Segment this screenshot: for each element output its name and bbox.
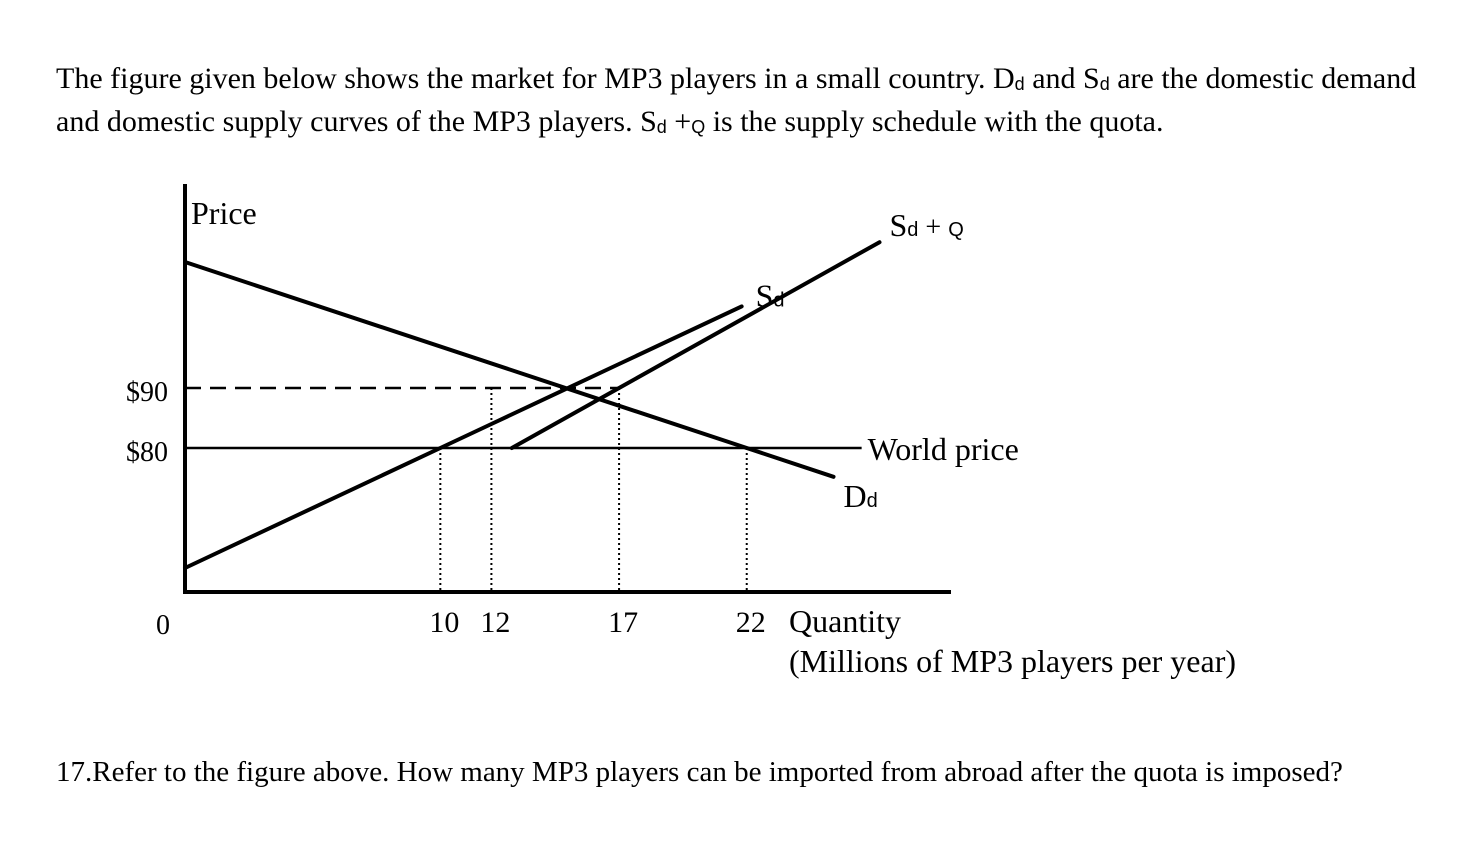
- curve-label-2: Sd + Q: [889, 207, 964, 244]
- curve-label-1: Sd: [755, 277, 785, 314]
- origin-label: 0: [156, 610, 170, 641]
- x-tick-label-1: 12: [480, 606, 511, 639]
- question-text: 17.Refer to the figure above. How many MP3 players can be imported from abroad after the quota is imposed?: [56, 756, 1343, 788]
- y-tick-label-1: $80: [126, 437, 168, 468]
- curve-sd: [185, 306, 742, 568]
- curve-dd: [185, 262, 834, 477]
- x-axis-title: Quantity: [789, 603, 901, 639]
- world-price-label: World price: [867, 431, 1019, 467]
- x-tick-label-2: 17: [608, 606, 639, 639]
- y-axis-title: Price: [191, 195, 257, 231]
- x-tick-label-0: 10: [429, 606, 460, 639]
- curve-label-3: Dd: [843, 477, 878, 514]
- intro-text: The figure given below shows the market for MP3 players in a small country. $D_d$ and $S_d$ are the domestic demand and domestic supply curves of the MP3 players. $S_d +_Q$ is the supply schedule with the quota.: [56, 62, 1417, 138]
- x-axis-subtitle: (Millions of MP3 players per year): [789, 643, 1237, 679]
- y-tick-label-0: $90: [126, 377, 168, 408]
- curve-sd-q: [512, 242, 880, 448]
- x-tick-label-3: 22: [735, 606, 766, 639]
